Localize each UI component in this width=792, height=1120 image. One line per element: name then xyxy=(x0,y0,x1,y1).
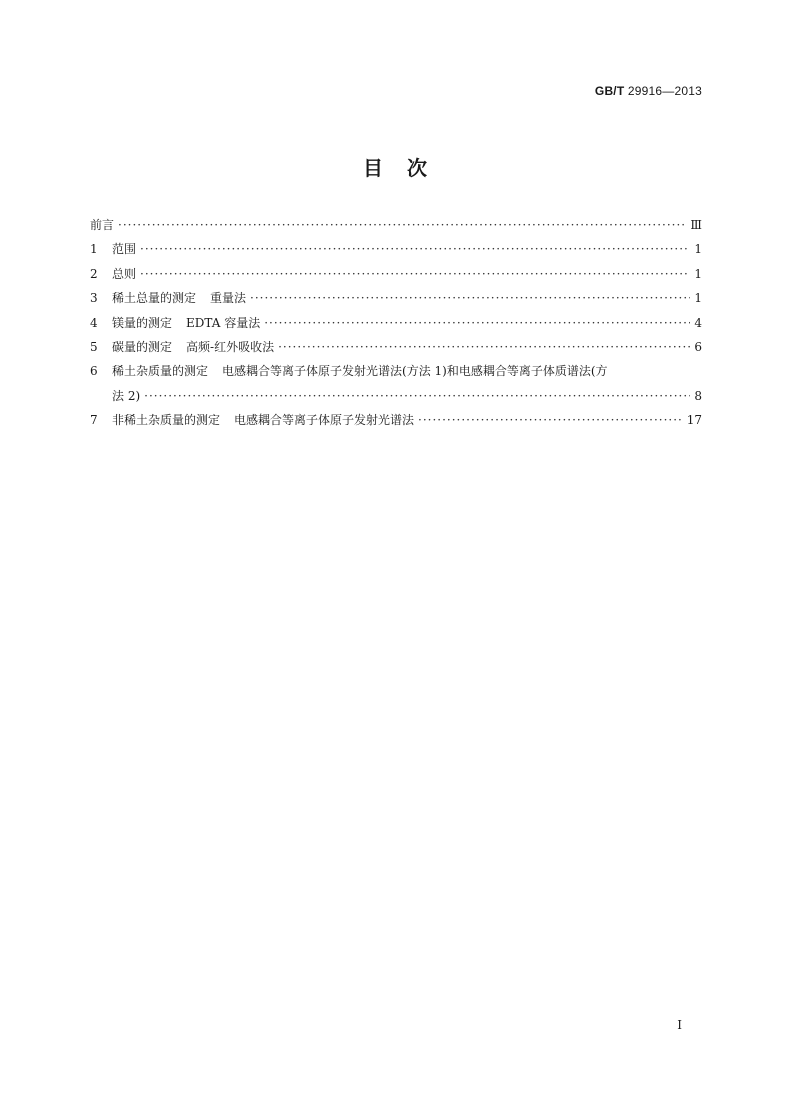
toc-entry-label xyxy=(112,362,702,379)
toc-entry-subtitle: 电感耦合等离子体原子发射光谱法 xyxy=(234,413,415,428)
toc-entry-title: 碳量的测定 xyxy=(112,339,173,354)
toc-entry-number: 7 xyxy=(90,413,98,428)
toc-entry-page: 1 xyxy=(694,291,702,306)
toc-entry-number: 5 xyxy=(90,339,98,354)
toc-leader-dots xyxy=(278,340,690,354)
table-of-contents xyxy=(90,216,702,436)
toc-title: 目 次 xyxy=(363,156,429,180)
toc-entry-number: 4 xyxy=(90,315,98,330)
toc-entry-title: 范围 xyxy=(112,242,137,257)
toc-entry-foreword[interactable] xyxy=(90,216,702,240)
standard-prefix: GB/T xyxy=(594,84,625,98)
toc-entry-title: 非稀土杂质量的测定 xyxy=(112,413,221,428)
toc-entry-4[interactable] xyxy=(90,314,702,338)
toc-entry-page: 4 xyxy=(694,315,702,330)
toc-entry-number: 2 xyxy=(90,266,98,281)
toc-entry-5[interactable] xyxy=(90,338,702,362)
toc-leader-dots xyxy=(140,242,690,256)
toc-entry-page: 1 xyxy=(694,266,702,281)
toc-entry-subtitle: EDTA 容量法 xyxy=(186,315,261,330)
toc-entry-title: 前言 xyxy=(90,218,115,232)
toc-leader-dots xyxy=(140,267,690,281)
toc-entry-page: 6 xyxy=(694,339,702,354)
toc-entry-label xyxy=(112,289,246,306)
toc-entry-subtitle: 电感耦合等离子体原子发射光谱法(方法 1)和电感耦合等离子体质谱法(方 xyxy=(222,364,608,379)
toc-entry-page: 17 xyxy=(686,413,702,428)
toc-entry-subtitle: 高频-红外吸收法 xyxy=(186,339,275,354)
toc-entry-page: 1 xyxy=(694,242,702,257)
page-folio: I xyxy=(677,1018,682,1032)
toc-leader-dots xyxy=(418,413,683,427)
toc-leader-dots xyxy=(250,291,690,305)
toc-leader-dots xyxy=(264,316,690,330)
toc-entry-label xyxy=(112,338,274,355)
toc-entry-2[interactable] xyxy=(90,265,702,289)
toc-entry-number: 1 xyxy=(90,242,98,257)
toc-entry-title: 稀土杂质量的测定 xyxy=(112,364,209,379)
toc-entry-number: 6 xyxy=(90,364,98,379)
toc-entry-subtitle: 重量法 xyxy=(210,291,247,306)
toc-entry-label xyxy=(112,411,414,428)
standard-code xyxy=(595,84,702,98)
toc-entry-1[interactable] xyxy=(90,240,702,264)
toc-entry-label xyxy=(112,314,260,331)
toc-entry-7[interactable] xyxy=(90,411,702,435)
toc-leader-dots xyxy=(144,389,690,403)
toc-entry-title: 总则 xyxy=(112,266,137,281)
toc-leader-dots xyxy=(118,218,686,232)
toc-entry-page: 8 xyxy=(694,388,702,403)
standard-number: 29916—2013 xyxy=(627,84,702,98)
toc-entry-title: 镁量的测定 xyxy=(112,315,173,330)
toc-entry-page: Ⅲ xyxy=(690,218,702,232)
toc-entry-number: 3 xyxy=(90,291,98,306)
toc-entry-6-continued[interactable] xyxy=(90,387,702,411)
toc-entry-6[interactable] xyxy=(90,362,702,386)
toc-entry-3[interactable] xyxy=(90,289,702,313)
toc-entry-subtitle-continued: 法 2) xyxy=(112,388,141,403)
toc-entry-title: 稀土总量的测定 xyxy=(112,291,197,306)
